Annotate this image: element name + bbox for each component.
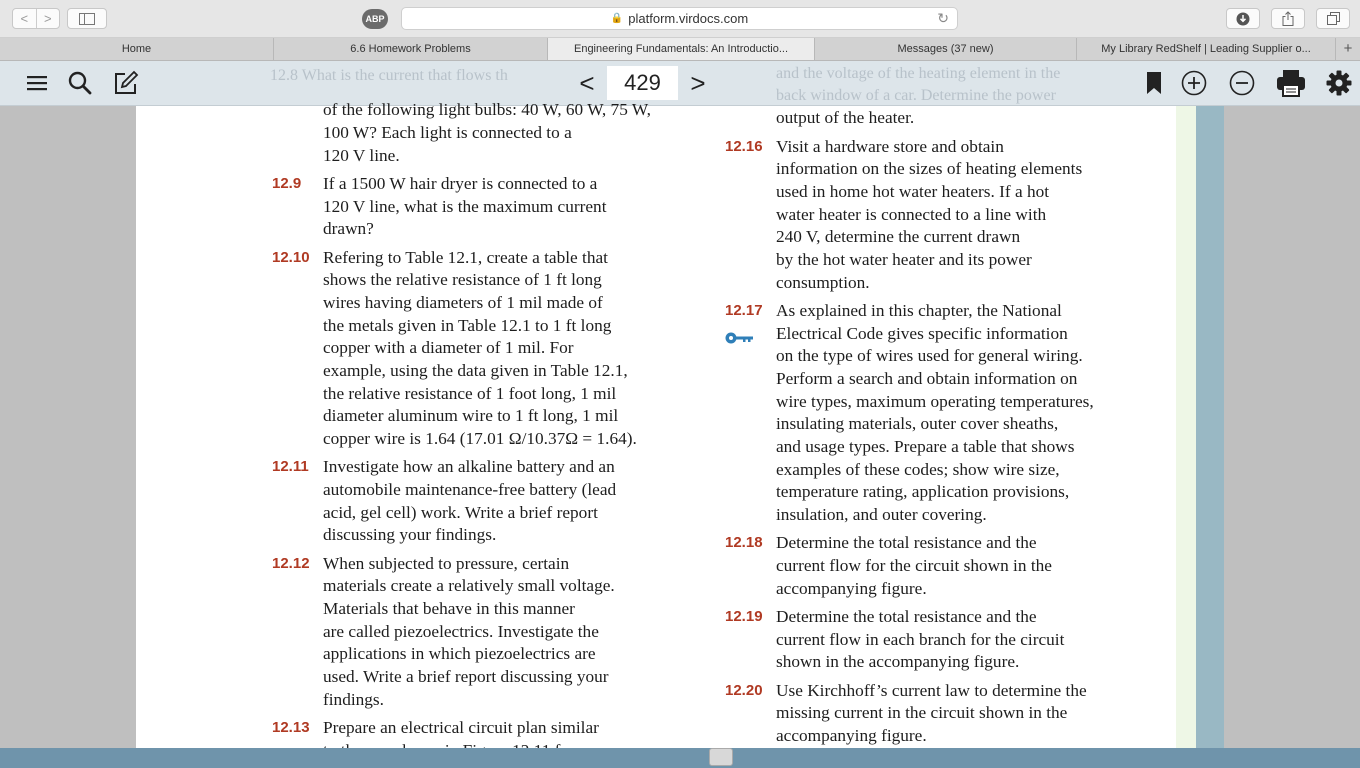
problem-text-line: 240 V, determine the current drawn: [776, 227, 1021, 247]
problem-text-line: Visit a hardware store and obtain: [776, 136, 1004, 156]
problem-text-line: are called piezoelectrics. Investigate the: [323, 621, 599, 641]
reader-toolbar: [0, 61, 1360, 106]
problem-text-line: copper with a diameter of 1 mil. For: [323, 338, 574, 358]
back-button[interactable]: <: [20, 11, 29, 26]
sidebar-icon: [79, 13, 95, 25]
problem-text-line: 100 W? Each light is connected to a: [323, 123, 572, 142]
bottom-bar: [0, 748, 1360, 768]
problem-number: 12.19: [725, 608, 763, 625]
browser-toolbar: [0, 0, 1360, 38]
problem-text-line: diameter aluminum wire to 1 ft long, 1 mil: [323, 406, 619, 426]
problem-text-line: wires having diameters of 1 mil made of: [323, 292, 603, 312]
problem-text-line: If a 1500 W hair dryer is connected to a: [323, 173, 598, 193]
share-icon: [1282, 11, 1294, 26]
problem-text-line: Electrical Code gives specific information: [776, 323, 1068, 343]
problem-number: 12.12: [272, 554, 310, 572]
problem-text-line: output of the heater.: [776, 108, 915, 128]
problem-text-line: current flow for the circuit shown in the: [776, 556, 1052, 576]
problem-number: 12.20: [725, 681, 763, 699]
problem-text-line: used in home hot water heaters. If a hot: [776, 181, 1050, 201]
problem-text-line: drawn?: [323, 219, 374, 239]
problem-number: 12.11: [272, 458, 309, 476]
lock-icon: 🔒: [610, 13, 624, 24]
gear-icon[interactable]: [1325, 61, 1353, 105]
tab-bar: [0, 38, 1360, 61]
hamburger-menu-icon[interactable]: [24, 61, 50, 105]
ghost-text-right: [776, 63, 1060, 107]
problem-text-line: findings.: [323, 689, 384, 709]
problem-text-line: insulating materials, outer cover sheaths,: [776, 414, 1059, 434]
problem-text-line: 120 V line.: [323, 145, 400, 165]
new-tab-button[interactable]: +: [1343, 40, 1353, 57]
ghost-line: back window of a car. Determine the power: [776, 87, 1056, 104]
ghost-text-left: 12.8 What is the current that flows th: [270, 67, 508, 84]
problem-text-line: by the hot water heater and its power: [776, 250, 1032, 269]
problem-text-line: Prepare an electrical circuit plan similar: [323, 718, 599, 737]
tab-1[interactable]: 6.6 Homework Problems: [274, 38, 548, 60]
adblock-button[interactable]: ABP: [362, 9, 388, 29]
problem-number: 12.16: [725, 137, 763, 155]
problem-text-line: information on the sizes of heating elements: [776, 159, 1083, 179]
address-text: platform.virdocs.com: [628, 11, 749, 26]
problem-text-line: copper wire is 1.64 (17.01 Ω/10.37Ω = 1.64).: [323, 429, 637, 449]
problem-text-line: Perform a search and obtain information on: [776, 368, 1078, 388]
side-pane: [1196, 106, 1224, 748]
tabs-overview-icon: [1327, 12, 1340, 25]
tab-0[interactable]: Home: [0, 38, 274, 60]
problem-number: 12.13: [272, 719, 310, 736]
problem-number: 12.9: [272, 174, 302, 192]
zoom-in-icon[interactable]: [1180, 61, 1208, 105]
back-forward-buttons[interactable]: [12, 8, 60, 29]
previous-page-button[interactable]: <: [579, 67, 595, 98]
problem-text-line: shows the relative resistance of 1 ft long: [323, 270, 602, 290]
next-page-button[interactable]: >: [690, 67, 706, 98]
key-icon[interactable]: [725, 331, 755, 345]
problem-number: 12.10: [272, 248, 310, 266]
forward-button[interactable]: >: [36, 9, 60, 28]
edit-note-icon[interactable]: [112, 61, 140, 105]
problem-text-line: insulation, and outer covering.: [776, 505, 987, 525]
tab-4[interactable]: My Library RedShelf | Leading Supplier o...: [1077, 38, 1336, 60]
problem-text-line: Refering to Table 12.1, create a table that: [323, 247, 608, 267]
problem-text-line: missing current in the circuit shown in the: [776, 703, 1068, 723]
problem-text-line: of the following light bulbs: 40 W, 60 W, 75 W,: [323, 100, 651, 120]
problem-text-line: automobile maintenance-free battery (lead: [323, 479, 617, 499]
print-icon[interactable]: [1276, 61, 1306, 105]
problem-text-line: temperature rating, application provisions,: [776, 482, 1070, 502]
problem-text-line: water heater is connected to a line with: [776, 204, 1047, 224]
problem-text-line: wire types, maximum operating temperatures,: [776, 391, 1094, 411]
zoom-out-icon[interactable]: [1228, 61, 1256, 105]
address-bar[interactable]: [401, 7, 958, 30]
sidebar-toggle-button[interactable]: [67, 8, 107, 29]
problem-text-line: on the type of wires used for general wiring.: [776, 346, 1083, 366]
reload-icon[interactable]: ↻: [937, 10, 949, 26]
problem-text-line: accompanying figure.: [776, 578, 927, 598]
problem-text-line: materials create a relatively small voltage.: [323, 576, 615, 596]
show-tabs-button[interactable]: [1316, 8, 1350, 29]
problem-text-line: As explained in this chapter, the National: [776, 300, 1062, 320]
problem-text-line: the metals given in Table 12.1 to 1 ft long: [323, 315, 612, 335]
problem-text-line: Use Kirchhoff’s current law to determine the: [776, 680, 1087, 700]
download-icon: [1236, 12, 1250, 26]
problem-text-line: 120 V line, what is the maximum current: [323, 196, 607, 216]
problem-text-line: When subjected to pressure, certain: [323, 553, 570, 573]
problem-text-line: the relative resistance of 1 foot long, 1 mil: [323, 383, 617, 403]
problem-text-line: applications in which piezoelectrics are: [323, 644, 596, 664]
bookmark-icon[interactable]: [1143, 61, 1165, 105]
problem-text-line: Determine the total resistance and the: [776, 607, 1037, 626]
problem-text-line: current flow in each branch for the circuit: [776, 629, 1065, 649]
tab-2[interactable]: Engineering Fundamentals: An Introductio...: [548, 38, 815, 60]
page-edge: [1176, 106, 1196, 748]
problem-text-line: discussing your findings.: [323, 525, 497, 545]
problem-text-line: shown in the accompanying figure.: [776, 652, 1020, 672]
problem-text-line: Investigate how an alkaline battery and an: [323, 457, 615, 477]
problem-number: 12.18: [725, 534, 763, 552]
problem-text-line: Materials that behave in this manner: [323, 598, 575, 618]
book-page: [136, 100, 1196, 748]
problem-text-line: acid, gel cell) work. Write a brief report: [323, 502, 598, 522]
problem-number: 12.17: [725, 301, 763, 319]
search-icon[interactable]: [66, 61, 94, 105]
downloads-button[interactable]: [1226, 8, 1260, 29]
problem-text-line: example, using the data given in Table 12.1,: [323, 361, 628, 380]
page-number-field[interactable]: 429: [607, 66, 678, 100]
problem-text-line: consumption.: [776, 272, 870, 292]
share-button[interactable]: [1271, 8, 1305, 29]
problem-text-line: Determine the total resistance and the: [776, 533, 1037, 553]
problem-text-line: used. Write a brief report discussing your: [323, 667, 609, 687]
tab-3[interactable]: Messages (37 new): [815, 38, 1077, 60]
ghost-line: and the voltage of the heating element in the: [776, 65, 1061, 82]
problem-text-line: accompanying figure.: [776, 725, 927, 745]
scroll-handle[interactable]: [709, 748, 733, 766]
problem-text-line: examples of these codes; show wire size,: [776, 459, 1060, 479]
problem-text-line: and usage types. Prepare a table that shows: [776, 437, 1075, 457]
